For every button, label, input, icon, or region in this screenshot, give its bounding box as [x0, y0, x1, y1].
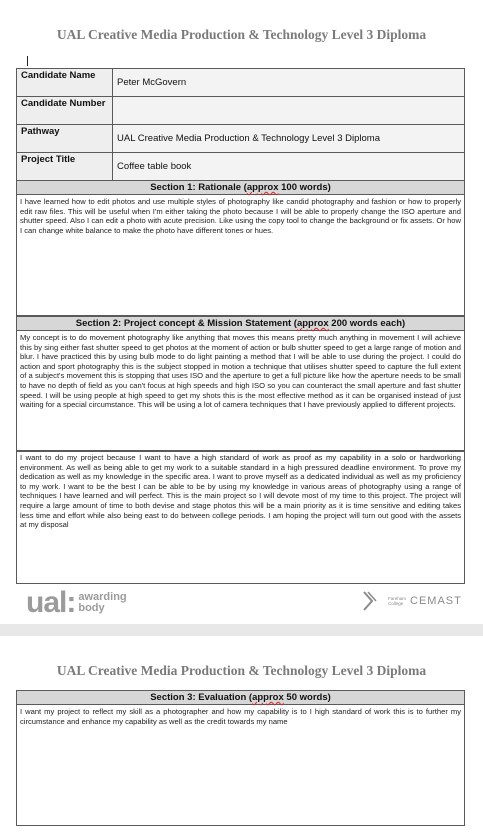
cemast-text: CEMAST	[410, 595, 462, 607]
heading-text: Section 1: Rationale (	[150, 182, 247, 193]
ual-mark: ual:	[26, 586, 76, 619]
ual-line2: body	[78, 602, 105, 614]
mission-statement-body[interactable]: I want to do my project because I want to have a high standard of work as proof as my capability in a solo or hardworking environment. As well as being able to get my work to a suitable standard in a high pressured deadline environment. To prove my dedication as well as my knowledge in the specific area. I want to prove myself as a dedicated individual as well as my proficiency to my work. I want to be the best I can be able to be by using my knowledge in various areas of photography using a range of techniques I have learned and will perfect. This is the main project so I will devote most of my time to this project. The project will require a large amount of time to both devise and stage photos this will be a main priority as it is time sensitive and editing takes less time and effort while also being east to do between college periods. I am hoping the project will turn out good with the assets at my disposal	[20, 453, 461, 530]
project-title-label: Project Title	[17, 153, 113, 181]
candidate-name-label: Candidate Name	[17, 69, 113, 97]
mission-statement-box	[16, 450, 465, 584]
heading-text: Section 2: Project concept & Mission Statement (	[75, 318, 297, 329]
candidate-number-label: Candidate Number	[17, 97, 113, 125]
section-concept-heading	[17, 317, 464, 331]
heading-text: Section 3: Evaluation (	[150, 692, 253, 703]
section-rationale	[16, 180, 465, 316]
document-title-page2: UAL Creative Media Production & Technology Level 3 Diploma	[56, 663, 427, 678]
heading-text: 50 words)	[283, 692, 331, 703]
candidate-number-value[interactable]	[113, 97, 465, 125]
project-title-value[interactable]: Coffee table book	[113, 153, 465, 181]
candidate-info-table	[16, 68, 465, 181]
spellcheck-word: approx	[252, 692, 284, 703]
document-title: UAL Creative Media Production & Technology Level 3 Diploma	[56, 27, 427, 42]
college-line1: Fareham	[388, 596, 407, 601]
heading-text: 100 words)	[278, 182, 331, 193]
college-line2: College	[388, 601, 404, 606]
candidate-name-value[interactable]: Peter McGovern	[113, 69, 465, 97]
ual-line1: awarding	[78, 591, 127, 603]
document-page-2	[0, 636, 483, 834]
section-rationale-body[interactable]: I have learned how to edit photos and use multiple styles of photography like candid photography and fashion or how to properly edit raw files. This will be useful when I'm either taking the photo because I will be able to properly change the ISO aperture and shutter speed. Also I can edit a photo with acute precision. Like using the copy tool to change the background or fix assets. Or how I can change white balance to make the photo have different tones or hues.	[20, 197, 461, 235]
heading-text: 200 words each)	[328, 318, 406, 329]
pathway-label: Pathway	[17, 125, 113, 153]
spellcheck-word: approx	[246, 182, 279, 193]
section-evaluation-body[interactable]: I want my project to reflect my skill as a photographer and how my capability is to I high standard of work this is to further my circumstance and enhance my capability as well as the credit towards my name	[20, 707, 461, 726]
section-concept	[16, 316, 465, 452]
cemast-logo	[362, 590, 462, 612]
section-rationale-heading	[17, 181, 464, 195]
pathway-value[interactable]: UAL Creative Media Production & Technology Level 3 Diploma	[113, 125, 465, 153]
ual-awarding-body-logo	[26, 588, 127, 618]
spellcheck-word: approx	[296, 318, 329, 329]
section-concept-body[interactable]: My concept is to do movement photography like anything that moves this means pretty much anything in movement I will achieve this by sing either fast shutter speed to get photos at the moment of action or bulb shutter speed to get a large range of motion and blur. I have practiced this by using bulb mode to do light painting a method that I will be able to use during the project. I could do action and sport photography this is the subject stopped in motion a technique that utilises shutter speed to capture the full extent of a subject's movement this is stopping that uses ISO and the aperture to get a full picture like how the aperture needs to be small to have no depth of field as you can't focus at high speeds and high ISO so you can counteract the small aperture and fast shutter speed. I will be using people at high speed to get my shots this is the most effective method as it can be organised instead of just waiting for a special circumstance. This will be using a lot of camera techniques that I have previously applied to different projects.	[20, 333, 461, 410]
text-cursor	[27, 56, 28, 66]
section-evaluation-heading	[17, 691, 464, 705]
college-emblem-icon	[362, 590, 384, 612]
section-evaluation	[16, 690, 465, 826]
